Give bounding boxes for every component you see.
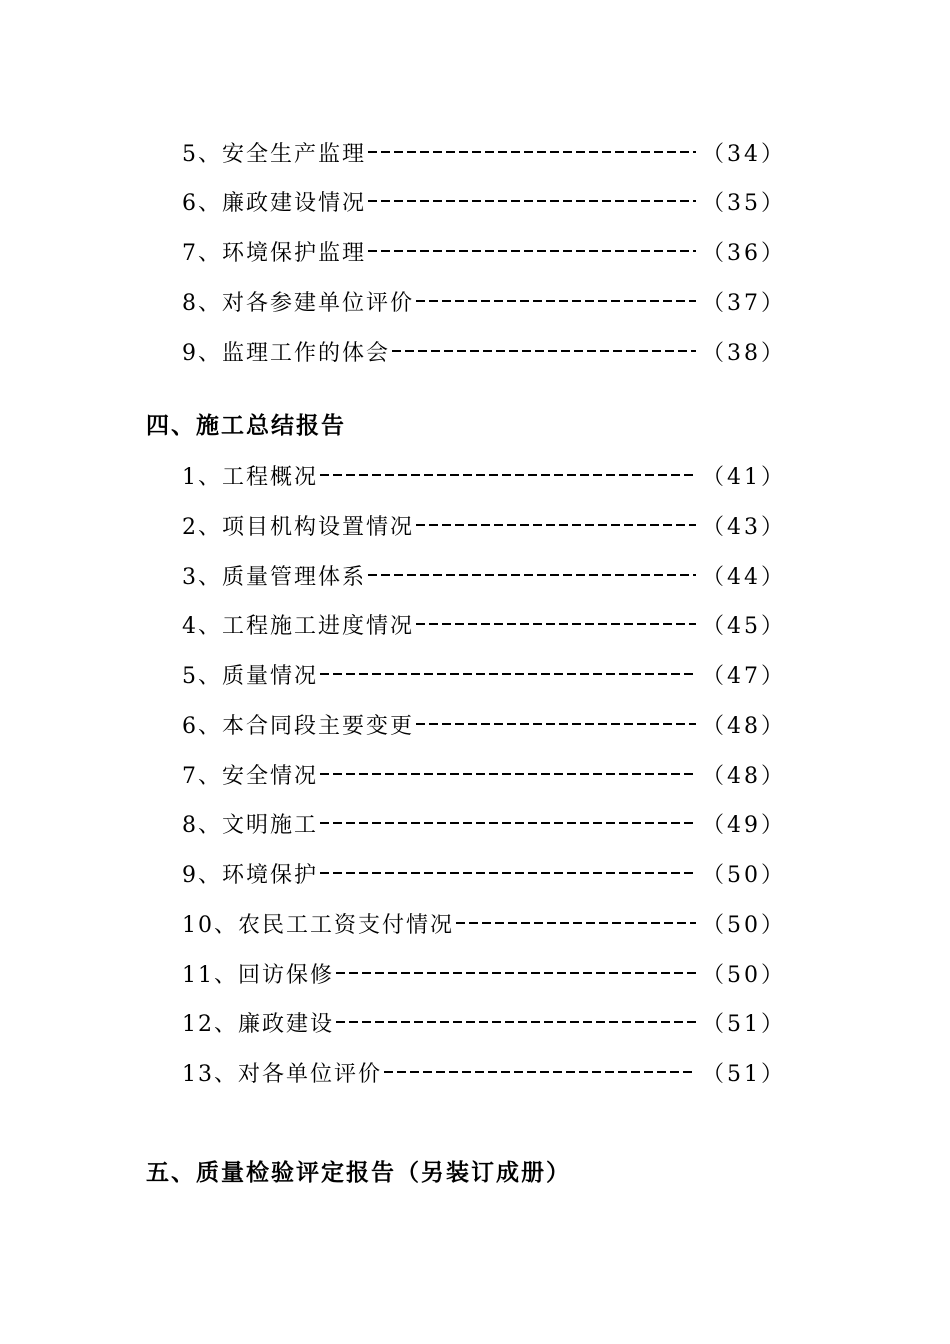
toc-entry-label: 2、项目机构设置情况 (182, 514, 414, 540)
toc-entry-label: 6、本合同段主要变更 (182, 713, 414, 739)
toc-entry-page: （36） (702, 240, 786, 266)
toc-entry-page: （35） (702, 190, 786, 216)
toc-entry-label: 7、环境保护监理 (182, 240, 366, 266)
toc-entry-label: 8、文明施工 (182, 812, 318, 838)
toc-entry[interactable] (182, 657, 786, 691)
toc-entry[interactable] (182, 1005, 786, 1039)
toc-entry-page: （50） (702, 962, 786, 988)
toc-entry-label: 13、对各单位评价 (182, 1061, 382, 1087)
toc-entry-label: 12、廉政建设 (182, 1011, 334, 1037)
section-heading: 四、施工总结报告 (146, 412, 346, 439)
toc-entry[interactable] (182, 334, 786, 368)
toc-entry-page: （43） (702, 514, 786, 540)
section-heading: 五、质量检验评定报告（另装订成册） (146, 1159, 571, 1186)
toc-entry[interactable] (182, 184, 786, 218)
toc-leader-dashes (368, 200, 696, 202)
toc-entry-label: 3、质量管理体系 (182, 564, 366, 590)
toc-entry-label: 1、工程概况 (182, 464, 318, 490)
toc-leader-dashes (384, 1071, 696, 1073)
toc-entry-label: 5、安全生产监理 (182, 141, 366, 167)
toc-leader-dashes (368, 574, 696, 576)
toc-leader-dashes (320, 673, 696, 675)
toc-leader-dashes (320, 872, 696, 874)
toc-entry-label: 8、对各参建单位评价 (182, 290, 414, 316)
toc-leader-dashes (368, 250, 696, 252)
toc-entry-label: 5、质量情况 (182, 663, 318, 689)
toc-entry[interactable] (182, 458, 786, 492)
toc-leader-dashes (416, 723, 696, 725)
toc-entry[interactable] (182, 234, 786, 268)
toc-leader-dashes (456, 922, 696, 924)
toc-entry-page: （50） (702, 912, 786, 938)
toc-entry-page: （41） (702, 464, 786, 490)
toc-leader-dashes (320, 474, 696, 476)
toc-entry[interactable] (182, 757, 786, 791)
toc-leader-dashes (416, 300, 696, 302)
toc-leader-dashes (320, 822, 696, 824)
toc-entry-label: 6、廉政建设情况 (182, 190, 366, 216)
toc-entry[interactable] (182, 956, 786, 990)
toc-entry[interactable] (182, 906, 786, 940)
toc-entry[interactable] (182, 135, 786, 169)
toc-entry-label: 4、工程施工进度情况 (182, 613, 414, 639)
toc-entry[interactable] (182, 284, 786, 318)
toc-leader-dashes (416, 524, 696, 526)
toc-leader-dashes (416, 623, 696, 625)
toc-entry[interactable] (182, 707, 786, 741)
toc-entry-label: 10、农民工工资支付情况 (182, 912, 454, 938)
toc-entry[interactable] (182, 558, 786, 592)
toc-entry-page: （45） (702, 613, 786, 639)
toc-leader-dashes (336, 972, 696, 974)
toc-entry-page: （51） (702, 1011, 786, 1037)
toc-entry-label: 7、安全情况 (182, 763, 318, 789)
toc-entry-page: （48） (702, 763, 786, 789)
toc-entry[interactable] (182, 508, 786, 542)
toc-entry-page: （48） (702, 713, 786, 739)
toc-leader-dashes (368, 151, 696, 153)
toc-entry-page: （47） (702, 663, 786, 689)
toc-entry-page: （44） (702, 564, 786, 590)
toc-entry-page: （37） (702, 290, 786, 316)
toc-leader-dashes (320, 773, 696, 775)
toc-entry[interactable] (182, 806, 786, 840)
toc-leader-dashes (336, 1021, 696, 1023)
toc-entry-label: 9、环境保护 (182, 862, 318, 888)
toc-entry[interactable] (182, 1055, 786, 1089)
toc-entry-page: （50） (702, 862, 786, 888)
toc-entry[interactable] (182, 607, 786, 641)
toc-leader-dashes (392, 350, 696, 352)
toc-entry-label: 11、回访保修 (182, 962, 334, 988)
toc-entry-page: （38） (702, 340, 786, 366)
toc-entry-page: （49） (702, 812, 786, 838)
toc-entry-page: （51） (702, 1061, 786, 1087)
toc-entry-page: （34） (702, 141, 786, 167)
toc-entry-label: 9、监理工作的体会 (182, 340, 390, 366)
toc-entry[interactable] (182, 856, 786, 890)
